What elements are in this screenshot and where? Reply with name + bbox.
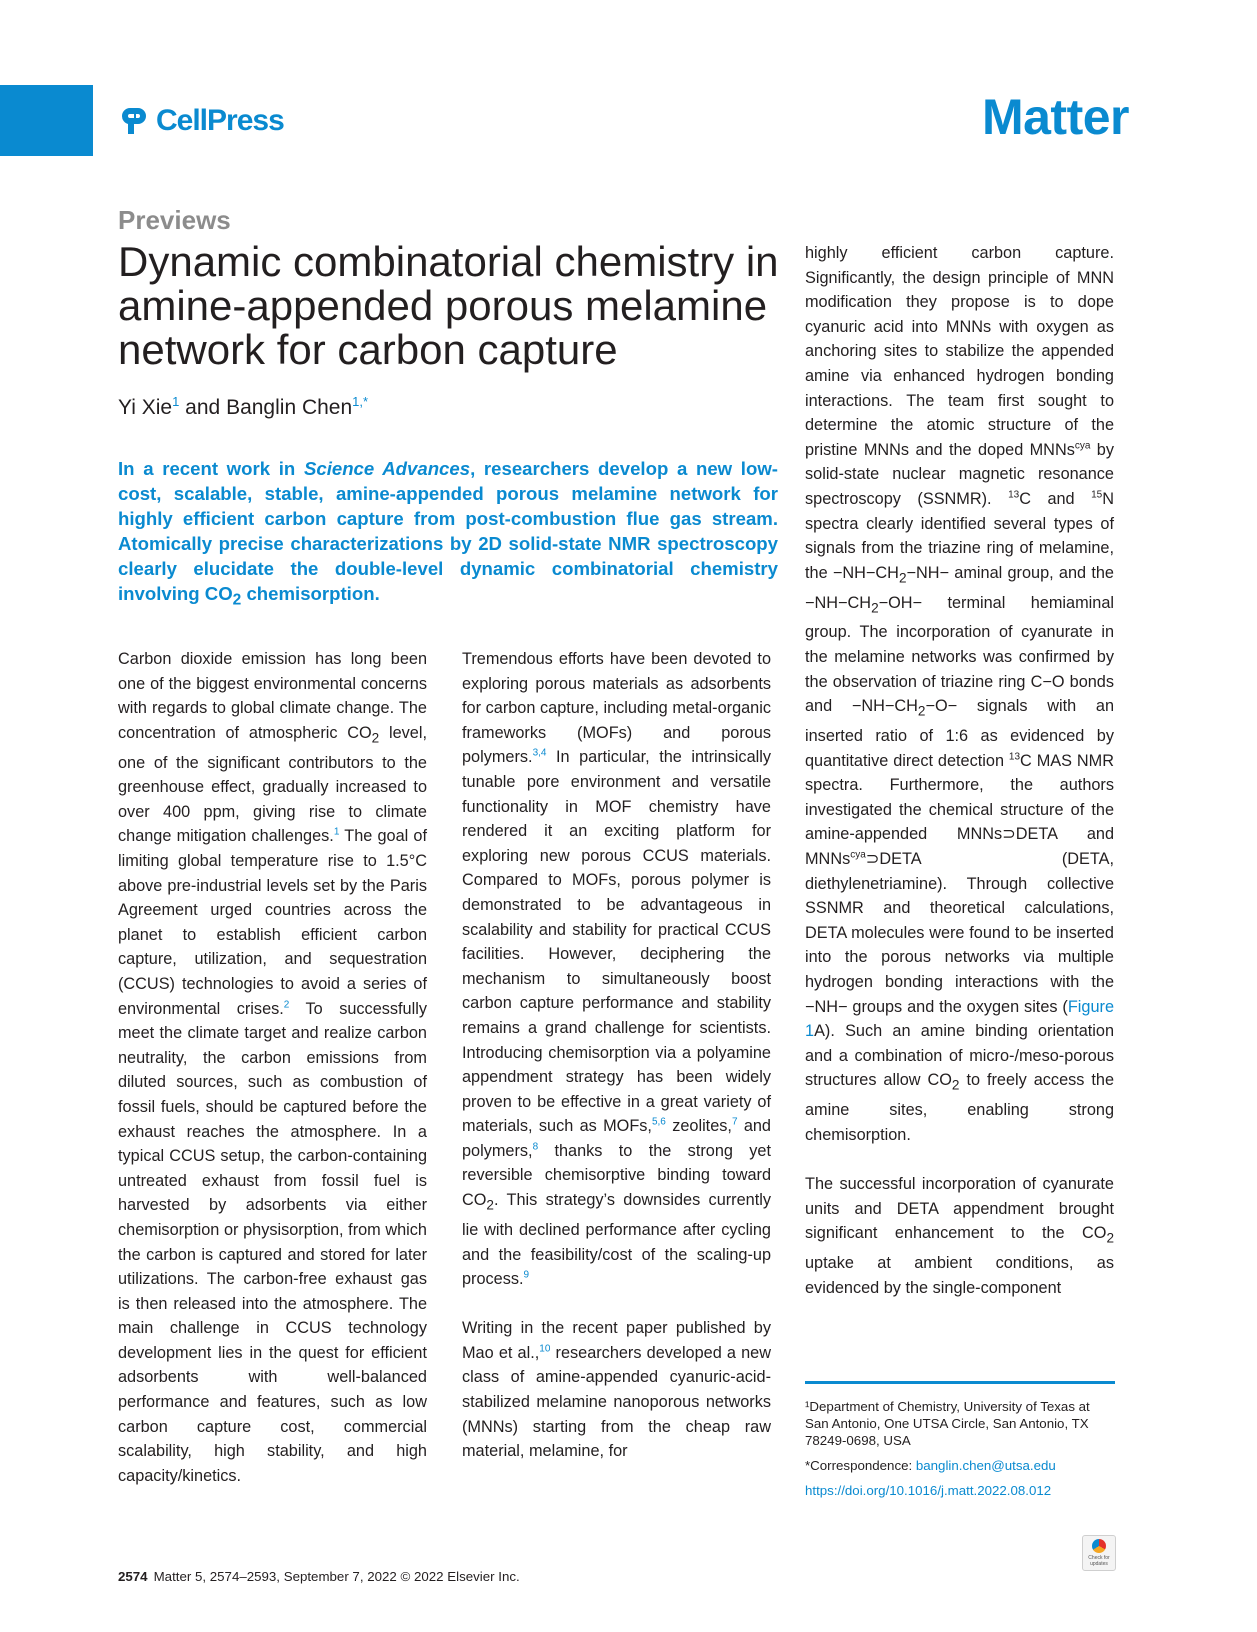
header-color-block bbox=[0, 85, 93, 156]
body-column-2 bbox=[462, 647, 771, 1464]
body-column-3 bbox=[805, 241, 1114, 1300]
author-list bbox=[118, 394, 368, 420]
affiliation-marker[interactable]: 1,* bbox=[352, 394, 369, 409]
journal-ref-italic: Science Advances bbox=[303, 458, 471, 479]
affiliation-marker[interactable]: 1 bbox=[172, 394, 180, 409]
paragraph: Carbon dioxide emission has long been one of the biggest environmental concerns with regards to global climate change. The concentration of atmospheric $CO_2$ level, one of the significant contributors to the greenhouse effect, gradually increased to over 400 ppm, giving rise to climate change mitigation challenges.$^1$ The goal of limiting global temperature rise to 1.5°C above pre-industrial levels set by the Paris Agreement urged countries across the planet to establish efficient carbon capture, utilization, and sequestration (CCUS) technologies to avoid a series of environmental crises.$^2$ To successfully meet the climate target and realize carbon neutrality, the carbon emissions from diluted sources, such as combustion of fossil fuels, should be captured before the exhaust reaches the atmosphere. In a typical CCUS setup, the carbon-containing untreated exhaust from fossil fuel is harvested by adsorbents via either chemisorption or physisorption, from which the carbon is captured and stored for later utilizations. The carbon-free exhaust gas is then released into the atmosphere. The main challenge in CCUS technology development lies in the quest for efficient adsorbents with well-balanced performance and features, such as low carbon capture cost, commercial scalability, high stability, and high capacity/kinetics. bbox=[118, 650, 427, 1485]
email-link[interactable]: banglin.chen@utsa.edu bbox=[915, 1458, 1056, 1473]
doi-link[interactable]: https://doi.org/10.1016/j.matt.2022.08.012 bbox=[805, 1483, 1052, 1498]
paragraph: highly efficient carbon capture. Significantly, the design principle of MNN modification they propose is to dope cyanuric acid into MNNs with oxygen as anchoring sites to stabilize the appended amine via enhanced hydrogen bonding interactions. The team first sought to determine the atomic structure of the pristine MNNs and the doped MNNs$^{cya}$ by solid-state nuclear magnetic resonance spectroscopy (SSNMR). $^{13}$C and $^{15}$N spectra clearly identified several types of signals from the triazine ring of melamine, the $-NH-CH_2-NH-$ aminal group, and the $-NH-CH_2-OH-$ terminal hemiaminal group. The incorporation of cyanurate in the melamine networks was confirmed by the observation of triazine ring C−O bonds and $-NH-CH_2-O-$ signals with an inserted ratio of 1:6 as evidenced by quantitative direct detection $^{13}$C MAS NMR spectra. Furthermore, the authors investigated the chemical structure of the amine-appended MNNs⊃DETA and MNNs$^{cya}$⊃DETA (DETA, diethylenetriamine). Through collective SSNMR and theoretical calculations, DETA molecules were found to be inserted into the porous networks via multiple hydrogen bonding interactions with the −NH− groups and the oxygen sites (Figure 1A). Such an amine binding orientation and a combination of micro-/meso-porous structures allow $CO_2$ to freely access the amine sites, enabling strong chemisorption. bbox=[805, 244, 1114, 1144]
badge-label: Check for updates bbox=[1088, 1555, 1110, 1567]
journal-name[interactable]: Matter bbox=[981, 89, 1129, 145]
reference-link[interactable]: 1 bbox=[333, 826, 340, 838]
author-conjunction: and bbox=[185, 396, 221, 419]
page-number: 2574 bbox=[118, 1569, 148, 1584]
reference-link[interactable]: 5,6 bbox=[651, 1116, 666, 1128]
reference-link[interactable]: 10 bbox=[539, 1343, 551, 1355]
reference-link[interactable]: 8 bbox=[532, 1141, 539, 1153]
reference-link[interactable]: 9 bbox=[523, 1269, 530, 1281]
check-for-updates-badge[interactable] bbox=[1082, 1535, 1116, 1571]
affiliation-text: ¹Department of Chemistry, University of Texas at San Antonio, One UTSA Circle, San Antonio, TX 78249-0698, USA bbox=[805, 1399, 1090, 1448]
affiliation-divider bbox=[805, 1381, 1115, 1384]
paragraph: The successful incorporation of cyanurate units and DETA appendment brought significant enhancement to the $CO_2$ uptake at ambient conditions, as evidenced by the single-component bbox=[805, 1174, 1114, 1297]
body-column-1 bbox=[118, 647, 427, 1488]
page-footer bbox=[118, 1569, 520, 1584]
cellpress-logo-icon bbox=[118, 104, 152, 138]
correspondence: *Correspondence: banglin.chen@utsa.edu bbox=[805, 1458, 1056, 1473]
reference-link[interactable]: 7 bbox=[731, 1116, 738, 1128]
figure-link[interactable]: Figure 1 bbox=[805, 997, 1114, 1041]
citation: Matter 5, 2574–2593, September 7, 2022 © 2022 Elsevier Inc. bbox=[153, 1569, 520, 1584]
paragraph: Writing in the recent paper published by Mao et al.,$^{10}$ researchers developed a new class of amine-appended cyanuric-acid-stabilized melamine nanoporous networks (MNNs) starting from the cheap raw material, melamine, for bbox=[462, 1319, 771, 1461]
crossmark-icon bbox=[1092, 1539, 1106, 1553]
publisher-name: CellPress bbox=[156, 104, 284, 137]
author-name[interactable]: Banglin Chen bbox=[226, 396, 353, 419]
reference-link[interactable]: 2 bbox=[283, 999, 290, 1011]
paragraph: Tremendous efforts have been devoted to exploring porous materials as adsorbents for carbon capture, including metal-organic frameworks (MOFs) and porous polymers.$^{3,4}$ In particular, the intrinsically tunable pore environment and versatile functionality in MOF chemistry have rendered it an exciting platform for exploring new porous CCUS materials. Compared to MOFs, porous polymer is demonstrated to be advantageous in scalability and stability for practical CCUS facilities. However, deciphering the mechanism to simultaneously boost carbon capture performance and stability remains a grand challenge for scientists. Introducing chemisorption via a polyamine appendment strategy has been widely proven to be effective in a great variety of materials, such as MOFs,$^{5,6}$ zeolites,$^7$ and polymers,$^8$ thanks to the strong yet reversible chemisorptive binding toward $CO_2$. This strategy’s downsides currently lie with declined performance after cycling and the feasibility/cost of the scaling-up process.$^9$ bbox=[462, 650, 771, 1289]
section-label: Previews bbox=[118, 205, 231, 235]
author-name[interactable]: Yi Xie bbox=[118, 396, 173, 419]
article-title: Dynamic combinatorial chemistry in amine-appended porous melamine network for carbon capture bbox=[118, 238, 779, 373]
reference-link[interactable]: 3,4 bbox=[532, 747, 547, 759]
affiliation-block bbox=[805, 1398, 1115, 1507]
abstract: In a recent work in Science Advances, researchers develop a new low-cost, scalable, stable, amine-appended porous melamine network for highly efficient carbon capture from post-combustion flue gas stream. Atomically precise characterizations by 2D solid-state NMR spectroscopy clearly elucidate the double-level dynamic combinatorial chemistry involving $CO_2$ chemisorption. bbox=[118, 458, 778, 609]
cellpress-logo[interactable] bbox=[118, 101, 284, 141]
